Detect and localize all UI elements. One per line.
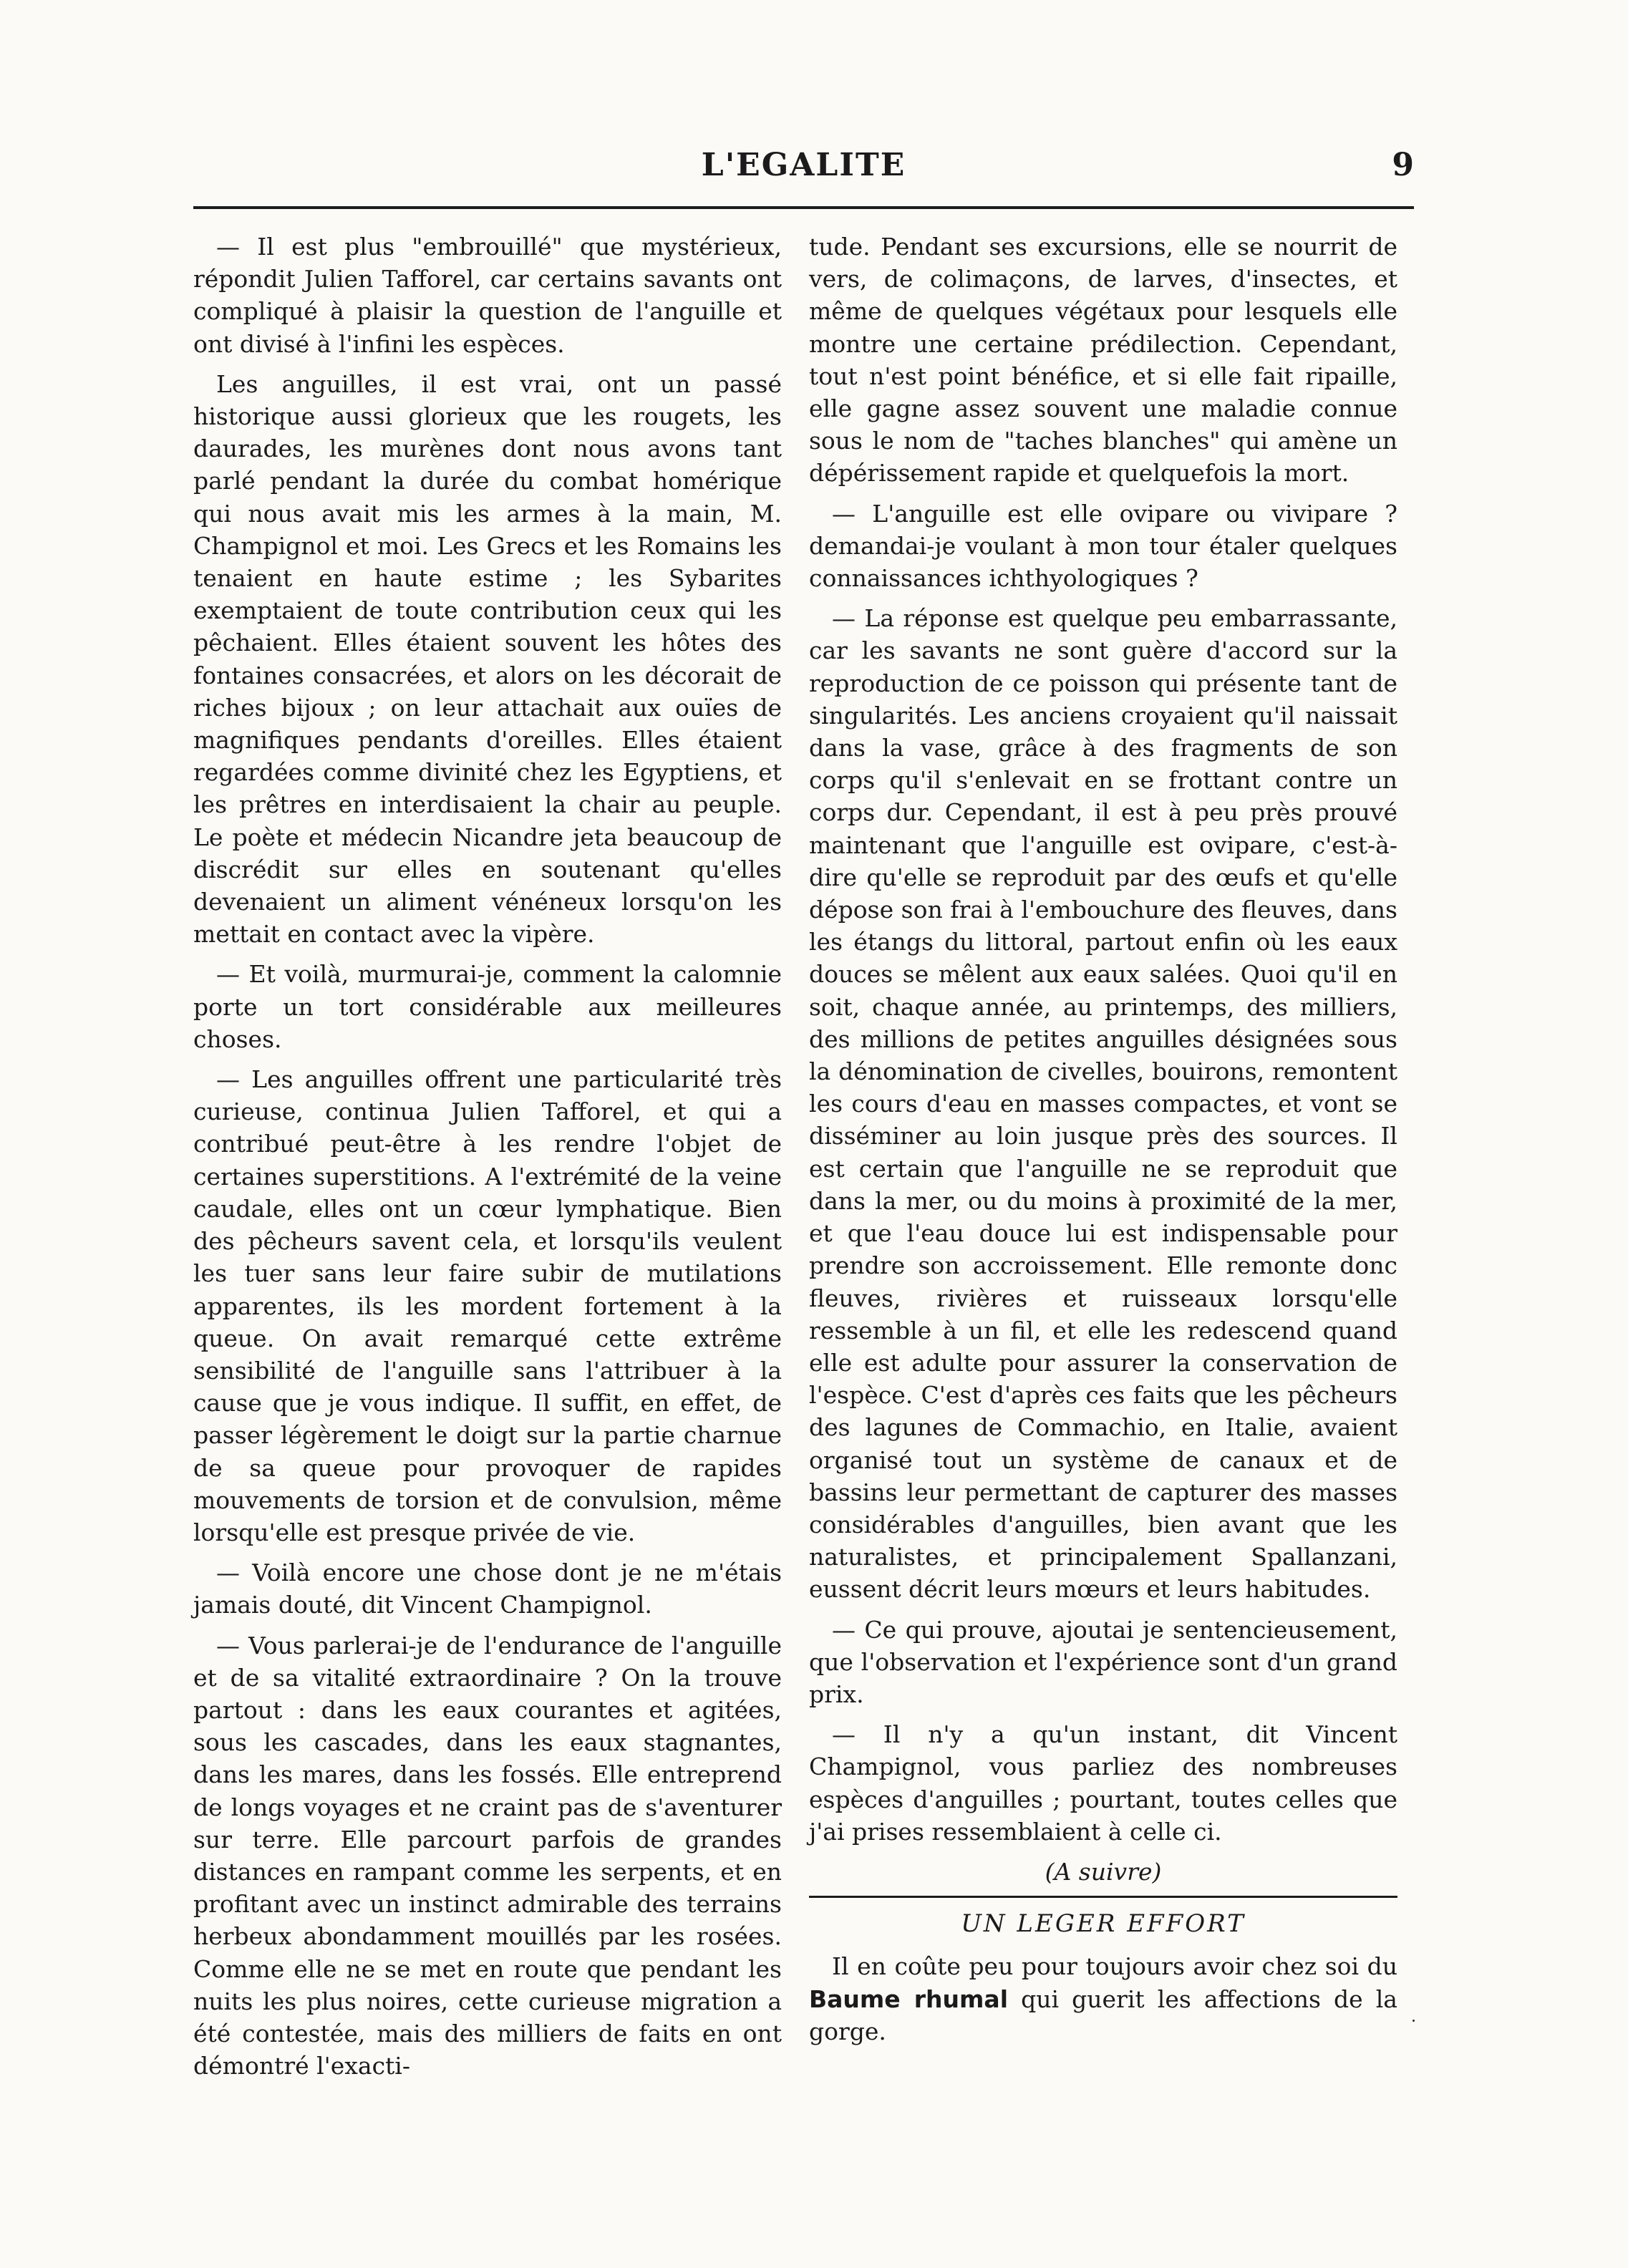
paragraph: — Il n'y a qu'un instant, dit Vincent Champignol, vous parliez des nombreuses espèces d'anguilles ; pourtant, toutes celles que j'ai prises ressemblaient à celle ci. <box>809 1720 1397 1846</box>
paragraph: — Voilà encore une chose dont je ne m'étais jamais douté, dit Vincent Champignol. <box>193 1559 782 1619</box>
ad-text: Il en coûte peu pour toujours avoir chez soi du <box>832 1952 1397 1981</box>
paragraph: — Les anguilles offrent une particularité très curieuse, continua Julien Tafforel, et qui a contribué peut-être à les rendre l'objet de certaines superstitions. A l'extrémité de la veine caudale, elles ont un cœur lymphatique. Bien des pêcheurs savent cela, et lorsqu'ils veulent les tuer sans leur faire subir de mutilations apparentes, ils les mordent fortement à la queue. On avait remarqué cette extrême sensibilité de l'anguille sans l'attribuer à la cause que je vous indique. Il suffit, en effet, de passer légèrement le doigt sur la partie charnue de sa queue pour provoquer de rapides mouvements de torsion et de convulsion, même lorsqu'elle est presque privée de vie. <box>193 1065 782 1546</box>
right-column <box>809 231 1397 2092</box>
paragraph: — Il est plus "embrouillé" que mystérieux, répondit Julien Tafforel, car certains savants ont compliqué à plaisir la question de l'anguille et ont divisé à l'infini les espèces. <box>193 233 782 358</box>
page-number: 9 <box>1392 147 1414 183</box>
paragraph: Les anguilles, il est vrai, ont un passé historique aussi glorieux que les rougets, les daurades, les murènes dont nous avons tant parlé pendant la durée du combat homérique qui nous avait mis les armes à la main, M. Champignol et moi. Les Grecs et les Romains les tenaient en haute estime ; les Sybarites exemptaient de toute contribution ceux qui les pêchaient. Elles étaient souvent les hôtes des fontaines consacrées, et alors on les décorait de riches bijoux ; on leur attachait aux ouïes de magnifiques pendants d'oreilles. Elles étaient regardées comme divinité chez les Egyptiens, et les prêtres en interdisaient la chair au peuple. Le poète et médecin Nicandre jeta beaucoup de discrédit sur elles en soutenant qu'elles devenaient un aliment vénéneux lorsqu'on les mettait en contact avec la vipère. <box>193 369 782 949</box>
page-header <box>193 147 1414 197</box>
section-rule <box>809 1896 1397 1898</box>
paragraph: — Et voilà, murmurai-je, comment la calomnie porte un tort considérable aux meilleures choses. <box>193 960 782 1053</box>
header-rule <box>193 206 1414 209</box>
paragraph: — La réponse est quelque peu embarrassante, car les savants ne sont guère d'accord sur la reproduction de ce poisson qui présente tant de singularités. Les anciens croyaient qu'il naissait dans la vase, grâce à des fragments de son corps qu'il s'enlevait en se frottant contre un corps dur. Cependant, il est à peu près prouvé maintenant que l'anguille est ovipare, c'est-à-dire qu'elle se reproduit par des œufs et qu'elle dépose son frai à l'embouchure des fleuves, dans les étangs du littoral, partout enfin où les eaux douces se mêlent aux eaux salées. Quoi qu'il en soit, chaque année, au printemps, des milliers, des millions de petites anguilles désignées sous la dénomination de civelles, bouirons, remontent les cours d'eau en masses compactes, et vont se disséminer au loin jusque près des sources. Il est certain que l'anguille ne se reproduit que dans la mer, ou du moins à proximité de la mer, et que l'eau douce lui est indispensable pour prendre son accroissement. Elle remonte donc fleuves, rivières et ruisseaux lorsqu'elle ressemble à un fil, et elle les redescend quand elle est adulte pour assurer la conservation de l'espèce. C'est d'après ces faits que les pêcheurs des lagunes de Commachio, en Italie, avaient organisé tout un système de canaux et de bassins leur permettant de capturer des masses considérables d'anguilles, bien avant que les naturalistes, et principalement Spallanzani, eussent décrit leurs mœurs et leurs habitudes. <box>809 604 1397 1604</box>
left-column <box>193 231 782 2092</box>
ad-text-end: qui guerit les affections de la gorge. <box>809 1984 1397 2045</box>
paragraph: — L'anguille est elle ovipare ou vivipare ? demandai-je voulant à mon tour étaler quelques connaissances ichthyologiques ? <box>809 499 1397 593</box>
paragraph: tude. Pendant ses excursions, elle se nourrit de vers, de colimaçons, de larves, d'insectes, et même de quelques végétaux pour lesquels elle montre une certaine prédilection. Cependant, tout n'est point bénéfice, et si elle fait ripaille, elle gagne assez souvent une maladie connue sous le nom de "taches blanches" qui amène un dépérissement rapide et quelquefois la mort. <box>809 233 1397 488</box>
ink-speck: ˙ <box>1409 2017 1418 2039</box>
to-be-continued: (A suivre) <box>1045 1857 1162 1886</box>
section-title: UN LEGER EFFORT <box>961 1909 1246 1939</box>
journal-title: L'EGALITE <box>701 147 906 183</box>
paragraph: — Ce qui prouve, ajoutai je sentencieusement, que l'observation et l'expérience sont d'un grand prix. <box>809 1615 1397 1708</box>
advertisement <box>809 1950 1397 2048</box>
ad-product-name: Baume rhumal <box>809 1984 1009 2013</box>
paragraph: — Vous parlerai-je de l'endurance de l'anguille et de sa vitalité extraordinaire ? On la trouve partout : dans les eaux courantes et agitées, sous les cascades, dans les eaux stagnantes, dans les mares, dans les fossés. Elle entreprend de longs voyages et ne craint pas de s'aventurer sur terre. Elle parcourt parfois de grandes distances en rampant comme les serpents, et en profitant avec un instinct admirable des terrains herbeux abondamment mouillés par les rosées. Comme elle ne se met en route que pendant les nuits les plus noires, cette curieuse migration a été contestée, mais des milliers de faits en ont démontré l'exacti- <box>193 1631 782 2080</box>
